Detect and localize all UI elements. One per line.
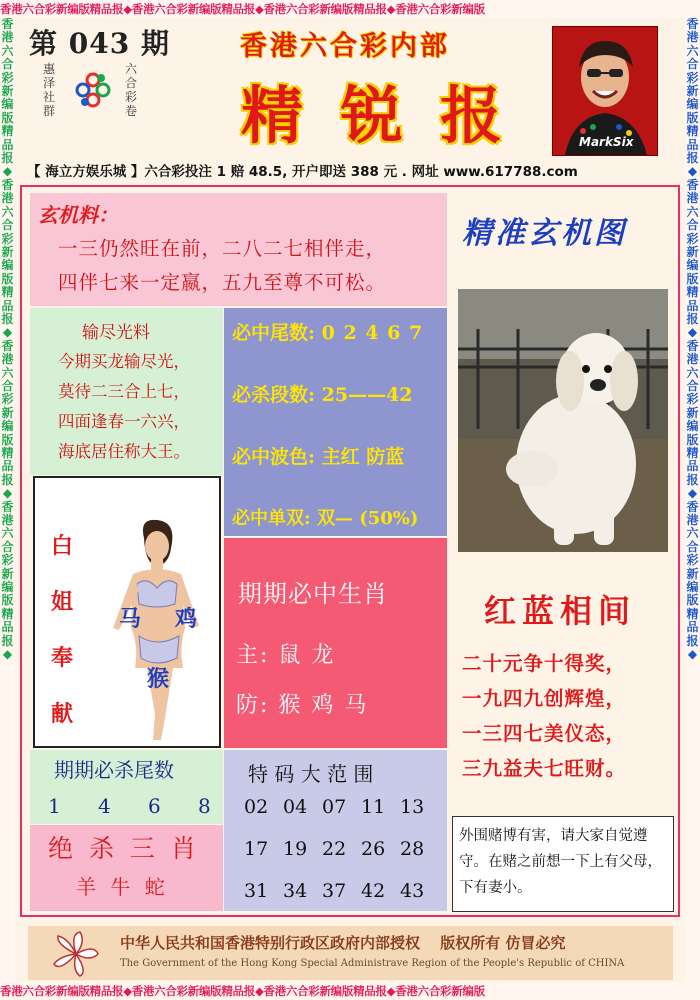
- notice-box: [452, 816, 674, 912]
- side-label-right: 六合彩卷: [125, 62, 138, 118]
- prediction-value: 25——42: [321, 384, 413, 406]
- kill-tail-value: 6: [148, 794, 161, 818]
- verse-line: 一九四九创辉煌，: [462, 687, 627, 710]
- prediction-row: [232, 380, 413, 407]
- footer: [28, 926, 673, 980]
- issue-number: 第 043 期: [29, 27, 170, 60]
- range-number: 26: [361, 838, 386, 860]
- zodiac-title: 期期必中生肖: [238, 580, 388, 608]
- poem-line-4: 海底居住称大王。: [58, 442, 190, 461]
- poem-box: [30, 308, 223, 475]
- kill-tail-value: 4: [98, 794, 111, 818]
- riddle-line-2: 四伴七来一定嬴，五九至尊不可松。: [58, 271, 387, 294]
- side-label-left: 惠泽社群: [43, 62, 56, 118]
- footer-line-1: 中华人民共和国香港特别行政区政府内部授权 版权所有 仿冒必究: [120, 934, 566, 952]
- bottom-border-text: 香港六合彩新编版精品报◆香港六合彩新编版精品报◆香港六合彩新编版精品报◆香港六合彩新编版: [0, 984, 485, 998]
- special-range-box: [224, 750, 447, 911]
- range-number: 13: [400, 796, 425, 818]
- range-number: 11: [361, 796, 386, 818]
- caption-char: 姐: [50, 589, 73, 615]
- portrait-photo: [552, 26, 658, 156]
- predictions-box: [224, 308, 447, 536]
- verse-line: 三九益夫七旺财。: [462, 757, 627, 780]
- right-border-text: 香港六合彩新编版精品报◆香港六合彩新编版精品报◆香港六合彩新编版精品报◆香港六合彩新编版精品报◆: [686, 18, 699, 662]
- right-column-title: 精准玄机图: [462, 216, 627, 251]
- zodiac-box: [224, 538, 447, 748]
- left-border-text: 香港六合彩新编版精品报◆香港六合彩新编版精品报◆香港六合彩新编版精品报◆香港六合彩新编版精品报◆: [1, 18, 14, 662]
- riddle-box: [30, 193, 447, 306]
- prediction-value: 主红 防蓝: [321, 446, 405, 468]
- notice-text: 外围赌博有害，请大家自觉遵守。在赌之前想一下上有父母，下有妻小。: [459, 828, 662, 896]
- prediction-row: [232, 442, 404, 469]
- lottery-logo-icon: [73, 70, 113, 110]
- overlay-zodiac-horse: 马: [119, 606, 142, 632]
- range-number: 19: [283, 838, 308, 860]
- range-number: 22: [322, 838, 347, 860]
- poem-title: 输尽光料: [82, 323, 150, 343]
- range-number: 34: [283, 880, 308, 902]
- right-border-banner: [685, 18, 700, 982]
- riddle-label: 玄机料：: [38, 203, 118, 227]
- left-border-banner: [0, 18, 15, 982]
- overlay-zodiac-rooster: 鸡: [175, 606, 198, 632]
- riddle-line-1: 一三仍然旺在前，二八二七相伴走，: [58, 237, 387, 260]
- bottom-border-banner: [0, 982, 700, 1000]
- kill-tail-value: 8: [198, 794, 211, 818]
- verse-line: 二十元争十得奖，: [462, 652, 627, 675]
- vertical-caption: [49, 518, 75, 742]
- header-subtitle: 香港六合彩内部: [240, 31, 450, 62]
- kill-zodiac-values: 羊 牛 蛇: [76, 875, 169, 899]
- top-border-banner: [0, 0, 700, 18]
- prediction-row: [232, 504, 418, 530]
- range-number: 37: [322, 880, 347, 902]
- prediction-label: 必中波色:: [232, 446, 316, 468]
- caption-char: 奉: [50, 645, 73, 671]
- overlay-zodiac-monkey: 猴: [147, 666, 170, 692]
- kill-tails-title: 期期必杀尾数: [54, 758, 174, 782]
- range-number: 42: [361, 880, 386, 902]
- dog-photo: [458, 289, 668, 552]
- photo-panel: [33, 476, 221, 748]
- ad-line: 【 海立方娱乐城 】六合彩投注 1 赔 48.5, 开户即送 388 元 . 网址 www.617788.com: [27, 164, 578, 180]
- poem-line-1: 今期买龙输尽光，: [58, 352, 190, 371]
- header-title: 精 锐 报: [241, 79, 511, 152]
- caption-char: 白: [50, 533, 73, 559]
- zodiac-backup: 防: 猴 鸡 马: [236, 693, 369, 718]
- top-border-text: 香港六合彩新编版精品报◆香港六合彩新编版精品报◆香港六合彩新编版精品报◆香港六合彩新编版: [0, 2, 485, 16]
- poem-line-2: 莫待二三合上七，: [58, 382, 190, 401]
- kill-tail-value: 1: [48, 794, 61, 818]
- prediction-value: 双— (50%): [316, 508, 419, 529]
- prediction-label: 必杀段数:: [232, 384, 316, 406]
- kill-zodiac-box: [30, 825, 223, 911]
- kill-zodiac-title: 绝 杀 三 肖: [48, 834, 200, 863]
- photo-badge: MarkSix: [579, 135, 634, 149]
- prediction-label: 必中尾数:: [232, 322, 316, 344]
- footer-line-2: The Government of the Hong Kong Special Administrave Region of the People's Republic of CHINA: [120, 958, 625, 969]
- prediction-label: 必中单双:: [232, 508, 311, 529]
- header: [15, 18, 685, 180]
- range-number: 07: [322, 796, 347, 818]
- poem-line-3: 四面逢春一六兴，: [58, 412, 190, 431]
- bauhinia-emblem-icon: [50, 928, 102, 980]
- verse-line: 一三四七美仪态，: [462, 722, 627, 745]
- dog-illustration: [458, 289, 668, 552]
- caption-char: 献: [50, 701, 73, 727]
- range-number: 04: [283, 796, 308, 818]
- prediction-row: [232, 318, 423, 345]
- right-column-subtitle: 红蓝相间: [484, 592, 637, 630]
- prediction-value: 0 2 4 6 7: [321, 322, 424, 344]
- range-number: 17: [244, 838, 269, 860]
- kill-tails-box: [30, 750, 223, 824]
- right-verse: [462, 646, 677, 786]
- range-number: 28: [400, 838, 425, 860]
- range-number: 02: [244, 796, 269, 818]
- zodiac-main: 主: 鼠 龙: [236, 643, 336, 668]
- range-number: 31: [244, 880, 269, 902]
- special-range-title: 特 码 大 范 围: [248, 762, 374, 786]
- range-number: 43: [400, 880, 425, 902]
